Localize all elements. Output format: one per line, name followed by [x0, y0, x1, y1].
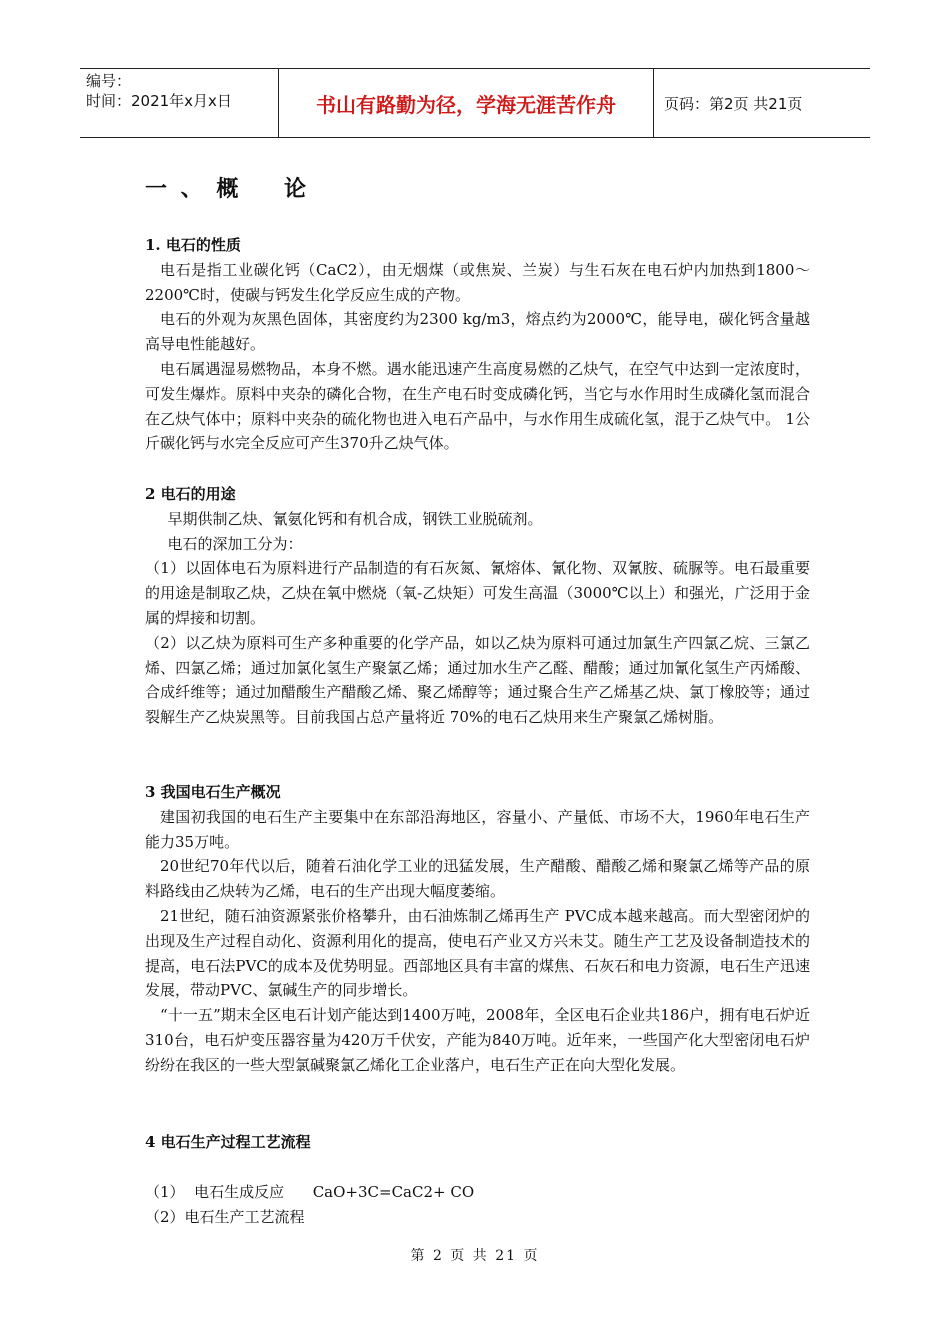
header-motto: 书山有路勤为径，学海无涯苦作舟 — [278, 69, 654, 137]
doc-number-label: 编号： — [86, 72, 132, 90]
paragraph: 电石的深加工分为： — [167, 534, 303, 553]
paragraph: 电石属遇湿易燃物品，本身不燃。遇水能迅速产生高度易燃的乙炔气，在空气中达到一定浓度时，可发生爆炸。原料中夹杂的磷化合物，在生产电石时变成磷化钙，当它与水作用时生成磷化氢而混合在乙炔气体中；原料中夹杂的硫化物也进入电石产品中，与水作用生成硫化氢，混于乙炔气中。 1公斤碳化钙与水完全反应可产生370升乙炔气体。 — [145, 359, 810, 453]
header-meta — [80, 69, 278, 137]
page-header — [80, 68, 870, 138]
paragraph: （2）以乙炔为原料可生产多种重要的化学产品，如以乙炔为原料可通过加氯生产四氯乙烷、三氯乙烯、四氯乙烯；通过加氯化氢生产聚氯乙烯；通过加水生产乙醛、醋酸；通过加氰化氢生产丙烯酸、合成纤维等；通过加醋酸生产醋酸乙烯、聚乙烯醇等；通过聚合生产乙烯基乙炔、氯丁橡胶等；通过裂解生产乙炔炭黑等。目前我国占总产量将近 70%的电石乙炔用来生产聚氯乙烯树脂。 — [145, 633, 810, 727]
process-list — [145, 1180, 810, 1230]
chapter-title: 一 、 概 论 — [145, 177, 309, 202]
section-heading: 3 我国电石生产概况 — [145, 783, 281, 801]
doc-time-label: 时间：2021年x月x日 — [86, 92, 232, 110]
header-page-info: 页码：第2页 共21页 — [664, 94, 803, 113]
paragraph: 21世纪，随石油资源紧张价格攀升，由石油炼制乙烯再生产 PVC成本越来越高。而大型密闭炉的出现及生产过程自动化、资源利用化的提高，使电石产业又方兴未艾。随生产工艺及设备制造技术的提高，电石法PVC的成本及优势明显。西部地区具有丰富的煤焦、石灰石和电力资源，电石生产迅速发展，带动PVC、氯碱生产的同步增长。 — [145, 906, 810, 1000]
paragraph: 电石的外观为灰黑色固体，其密度约为2300 kg/m3，熔点约为2000℃，能导电，碳化钙含量越高导电性能越好。 — [145, 310, 810, 354]
paragraph: 20世纪70年代以后，随着石油化学工业的迅猛发展，生产醋酸、醋酸乙烯和聚氯乙烯等产品的原料路线由乙炔转为乙烯，电石的生产出现大幅度萎缩。 — [145, 857, 810, 901]
paragraph: （1）以固体电石为原料进行产品制造的有石灰氮、氰熔体、氰化物、双氰胺、硫脲等。电石最重要的用途是制取乙炔，乙炔在氧中燃烧（氧-乙炔矩）可发生高温（3000℃以上）和强光，广泛用于金属的焊接和切割。 — [145, 559, 810, 627]
paragraph: 早期供制乙炔、氰氨化钙和有机合成，钢铁工业脱硫剂。 — [167, 509, 543, 528]
section-uses — [145, 482, 810, 730]
section-overview — [145, 780, 810, 1078]
list-item: （1） 电石生成反应 CaO+3C=CaC2+ CO — [145, 1183, 475, 1201]
list-item: （2）电石生产工艺流程 — [145, 1207, 305, 1226]
section-heading: 1. 电石的性质 — [145, 236, 241, 254]
section-heading: 4 电石生产过程工艺流程 — [145, 1133, 311, 1151]
section-process — [145, 1130, 810, 1155]
paragraph: 电石是指工业碳化钙（CaC2），由无烟煤（或焦炭、兰炭）与生石灰在电石炉内加热到1800～2200℃时，使碳与钙发生化学反应生成的产物。 — [145, 260, 810, 304]
page-footer: 第 2 页 共 21 页 — [410, 1248, 540, 1264]
paragraph: “十一五”期末全区电石计划产能达到1400万吨，2008年，全区电石企业共186户，拥有电石炉近310台，电石炉变压器容量为420万千伏安，产能为840万吨。近年来，一些国产化大型密闭电石炉纷纷在我区的一些大型氯碱聚氯乙烯化工企业落户，电石生产正在向大型化发展。 — [145, 1006, 810, 1074]
section-heading: 2 电石的用途 — [145, 485, 236, 503]
paragraph: 建国初我国的电石生产主要集中在东部沿海地区，容量小、产量低、市场不大，1960年电石生产能力35万吨。 — [145, 807, 810, 851]
section-properties — [145, 233, 810, 456]
